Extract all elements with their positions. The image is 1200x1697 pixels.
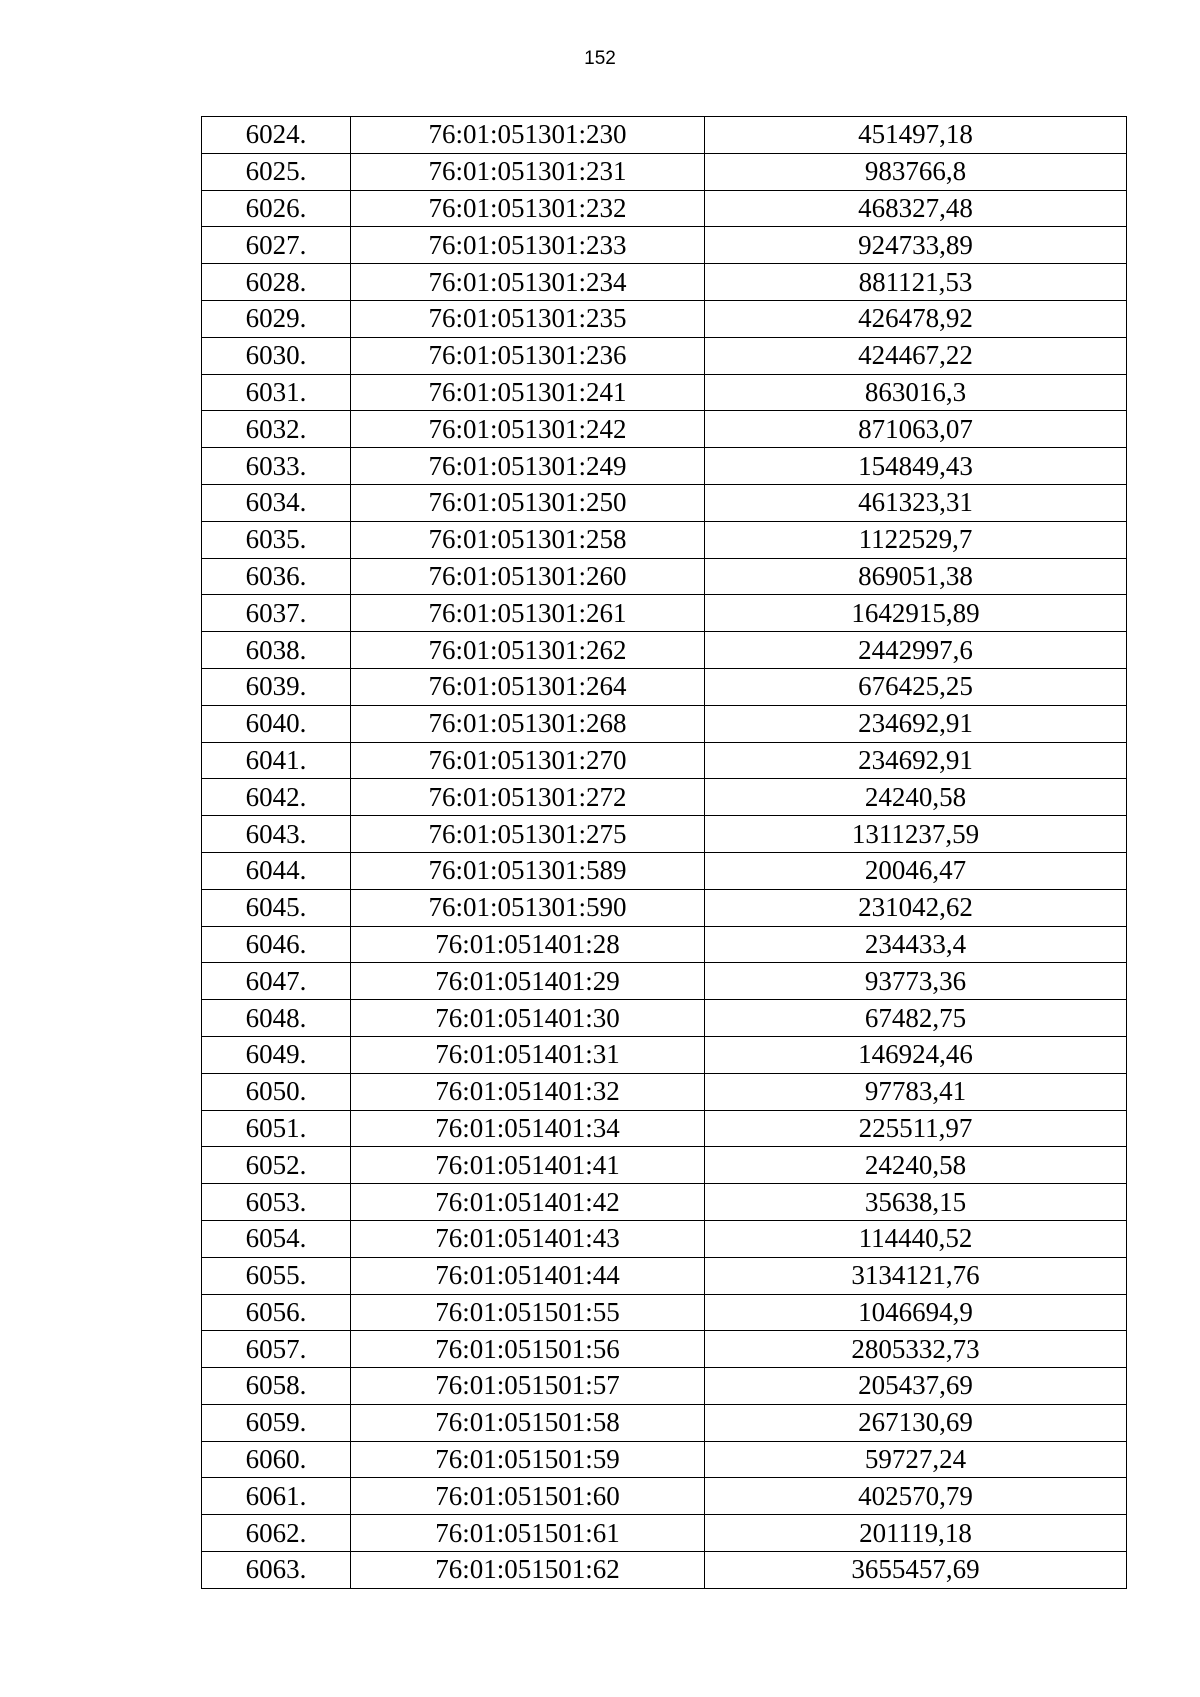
table-row	[202, 816, 1127, 853]
cadastral-number-cell: 76:01:051401:43	[351, 1220, 705, 1257]
row-number-cell: 6034.	[202, 484, 351, 521]
cadastral-number-cell: 76:01:051301:231	[351, 153, 705, 190]
value-cell: 468327,48	[705, 190, 1127, 227]
cadastral-number-cell: 76:01:051501:61	[351, 1515, 705, 1552]
table-row	[202, 632, 1127, 669]
table-row	[202, 337, 1127, 374]
table-row	[202, 926, 1127, 963]
table-row	[202, 117, 1127, 154]
cadastral-number-cell: 76:01:051301:234	[351, 264, 705, 301]
row-number-cell: 6036.	[202, 558, 351, 595]
row-number-cell: 6038.	[202, 632, 351, 669]
cadastral-number-cell: 76:01:051301:272	[351, 779, 705, 816]
value-cell: 1046694,9	[705, 1294, 1127, 1331]
cadastral-number-cell: 76:01:051401:30	[351, 1000, 705, 1037]
value-cell: 402570,79	[705, 1478, 1127, 1515]
row-number-cell: 6040.	[202, 705, 351, 742]
row-number-cell: 6063.	[202, 1552, 351, 1589]
table-row	[202, 1000, 1127, 1037]
value-cell: 154849,43	[705, 448, 1127, 485]
row-number-cell: 6039.	[202, 668, 351, 705]
row-number-cell: 6058.	[202, 1368, 351, 1405]
row-number-cell: 6031.	[202, 374, 351, 411]
row-number-cell: 6026.	[202, 190, 351, 227]
cadastral-number-cell: 76:01:051301:260	[351, 558, 705, 595]
value-cell: 426478,92	[705, 300, 1127, 337]
row-number-cell: 6053.	[202, 1184, 351, 1221]
value-cell: 267130,69	[705, 1404, 1127, 1441]
value-cell: 676425,25	[705, 668, 1127, 705]
table-row	[202, 227, 1127, 264]
row-number-cell: 6032.	[202, 411, 351, 448]
table-row	[202, 1184, 1127, 1221]
table-row	[202, 1441, 1127, 1478]
row-number-cell: 6059.	[202, 1404, 351, 1441]
row-number-cell: 6027.	[202, 227, 351, 264]
value-cell: 205437,69	[705, 1368, 1127, 1405]
table-row	[202, 153, 1127, 190]
value-cell: 59727,24	[705, 1441, 1127, 1478]
row-number-cell: 6042.	[202, 779, 351, 816]
table-row	[202, 264, 1127, 301]
table-row	[202, 1404, 1127, 1441]
value-cell: 97783,41	[705, 1073, 1127, 1110]
table-body	[202, 117, 1127, 1589]
cadastral-number-cell: 76:01:051301:258	[351, 521, 705, 558]
row-number-cell: 6029.	[202, 300, 351, 337]
value-cell: 2442997,6	[705, 632, 1127, 669]
table-row	[202, 1368, 1127, 1405]
cadastral-number-cell: 76:01:051301:249	[351, 448, 705, 485]
table-row	[202, 190, 1127, 227]
cadastral-number-cell: 76:01:051301:264	[351, 668, 705, 705]
table-row	[202, 448, 1127, 485]
row-number-cell: 6060.	[202, 1441, 351, 1478]
value-cell: 93773,36	[705, 963, 1127, 1000]
row-number-cell: 6061.	[202, 1478, 351, 1515]
value-cell: 20046,47	[705, 852, 1127, 889]
value-cell: 863016,3	[705, 374, 1127, 411]
table-row	[202, 411, 1127, 448]
row-number-cell: 6062.	[202, 1515, 351, 1552]
cadastral-number-cell: 76:01:051501:59	[351, 1441, 705, 1478]
cadastral-number-cell: 76:01:051301:275	[351, 816, 705, 853]
cadastral-number-cell: 76:01:051301:261	[351, 595, 705, 632]
cadastral-value-table	[201, 116, 1127, 1589]
table-row	[202, 595, 1127, 632]
value-cell: 67482,75	[705, 1000, 1127, 1037]
row-number-cell: 6055.	[202, 1257, 351, 1294]
table-row	[202, 1220, 1127, 1257]
cadastral-number-cell: 76:01:051301:268	[351, 705, 705, 742]
cadastral-number-cell: 76:01:051401:44	[351, 1257, 705, 1294]
cadastral-number-cell: 76:01:051301:250	[351, 484, 705, 521]
row-number-cell: 6024.	[202, 117, 351, 154]
table-row	[202, 742, 1127, 779]
table-row	[202, 963, 1127, 1000]
value-cell: 424467,22	[705, 337, 1127, 374]
row-number-cell: 6048.	[202, 1000, 351, 1037]
table-row	[202, 852, 1127, 889]
page-number: 152	[584, 48, 616, 69]
row-number-cell: 6047.	[202, 963, 351, 1000]
table-row	[202, 1478, 1127, 1515]
cadastral-number-cell: 76:01:051501:62	[351, 1552, 705, 1589]
row-number-cell: 6028.	[202, 264, 351, 301]
value-cell: 35638,15	[705, 1184, 1127, 1221]
table-row	[202, 300, 1127, 337]
cadastral-number-cell: 76:01:051301:232	[351, 190, 705, 227]
row-number-cell: 6057.	[202, 1331, 351, 1368]
row-number-cell: 6056.	[202, 1294, 351, 1331]
value-cell: 924733,89	[705, 227, 1127, 264]
value-cell: 234433,4	[705, 926, 1127, 963]
cadastral-number-cell: 76:01:051301:589	[351, 852, 705, 889]
cadastral-number-cell: 76:01:051401:32	[351, 1073, 705, 1110]
table-row	[202, 889, 1127, 926]
value-cell: 2805332,73	[705, 1331, 1127, 1368]
row-number-cell: 6052.	[202, 1147, 351, 1184]
value-cell: 871063,07	[705, 411, 1127, 448]
row-number-cell: 6043.	[202, 816, 351, 853]
row-number-cell: 6033.	[202, 448, 351, 485]
cadastral-number-cell: 76:01:051301:262	[351, 632, 705, 669]
row-number-cell: 6046.	[202, 926, 351, 963]
table-row	[202, 1552, 1127, 1589]
value-cell: 3655457,69	[705, 1552, 1127, 1589]
cadastral-number-cell: 76:01:051401:34	[351, 1110, 705, 1147]
value-cell: 1122529,7	[705, 521, 1127, 558]
cadastral-number-cell: 76:01:051401:29	[351, 963, 705, 1000]
table-row	[202, 374, 1127, 411]
row-number-cell: 6045.	[202, 889, 351, 926]
cadastral-number-cell: 76:01:051501:55	[351, 1294, 705, 1331]
value-cell: 3134121,76	[705, 1257, 1127, 1294]
value-cell: 881121,53	[705, 264, 1127, 301]
cadastral-number-cell: 76:01:051501:56	[351, 1331, 705, 1368]
cadastral-number-cell: 76:01:051501:60	[351, 1478, 705, 1515]
cadastral-number-cell: 76:01:051401:42	[351, 1184, 705, 1221]
table-row	[202, 521, 1127, 558]
value-cell: 451497,18	[705, 117, 1127, 154]
value-cell: 1642915,89	[705, 595, 1127, 632]
cadastral-number-cell: 76:01:051301:241	[351, 374, 705, 411]
table-row	[202, 558, 1127, 595]
row-number-cell: 6054.	[202, 1220, 351, 1257]
row-number-cell: 6050.	[202, 1073, 351, 1110]
value-cell: 983766,8	[705, 153, 1127, 190]
cadastral-number-cell: 76:01:051301:230	[351, 117, 705, 154]
row-number-cell: 6041.	[202, 742, 351, 779]
value-cell: 234692,91	[705, 742, 1127, 779]
row-number-cell: 6025.	[202, 153, 351, 190]
cadastral-number-cell: 76:01:051301:235	[351, 300, 705, 337]
cadastral-number-cell: 76:01:051301:242	[351, 411, 705, 448]
cadastral-number-cell: 76:01:051301:590	[351, 889, 705, 926]
table-row	[202, 705, 1127, 742]
cadastral-number-cell: 76:01:051401:28	[351, 926, 705, 963]
value-cell: 869051,38	[705, 558, 1127, 595]
value-cell: 225511,97	[705, 1110, 1127, 1147]
cadastral-number-cell: 76:01:051501:57	[351, 1368, 705, 1405]
value-cell: 234692,91	[705, 705, 1127, 742]
value-cell: 201119,18	[705, 1515, 1127, 1552]
value-cell: 24240,58	[705, 779, 1127, 816]
value-cell: 461323,31	[705, 484, 1127, 521]
table-row	[202, 668, 1127, 705]
cadastral-number-cell: 76:01:051401:31	[351, 1036, 705, 1073]
table-row	[202, 1110, 1127, 1147]
table-row	[202, 1294, 1127, 1331]
table-row	[202, 1515, 1127, 1552]
table-row	[202, 1331, 1127, 1368]
value-cell: 146924,46	[705, 1036, 1127, 1073]
table-row	[202, 779, 1127, 816]
table-row	[202, 1147, 1127, 1184]
row-number-cell: 6044.	[202, 852, 351, 889]
value-cell: 24240,58	[705, 1147, 1127, 1184]
cadastral-number-cell: 76:01:051301:270	[351, 742, 705, 779]
table-row	[202, 1036, 1127, 1073]
table-row	[202, 484, 1127, 521]
cadastral-number-cell: 76:01:051501:58	[351, 1404, 705, 1441]
cadastral-number-cell: 76:01:051301:236	[351, 337, 705, 374]
row-number-cell: 6035.	[202, 521, 351, 558]
value-cell: 231042,62	[705, 889, 1127, 926]
row-number-cell: 6049.	[202, 1036, 351, 1073]
row-number-cell: 6037.	[202, 595, 351, 632]
value-cell: 114440,52	[705, 1220, 1127, 1257]
cadastral-number-cell: 76:01:051301:233	[351, 227, 705, 264]
row-number-cell: 6030.	[202, 337, 351, 374]
cadastral-number-cell: 76:01:051401:41	[351, 1147, 705, 1184]
value-cell: 1311237,59	[705, 816, 1127, 853]
table-row	[202, 1257, 1127, 1294]
table-row	[202, 1073, 1127, 1110]
row-number-cell: 6051.	[202, 1110, 351, 1147]
